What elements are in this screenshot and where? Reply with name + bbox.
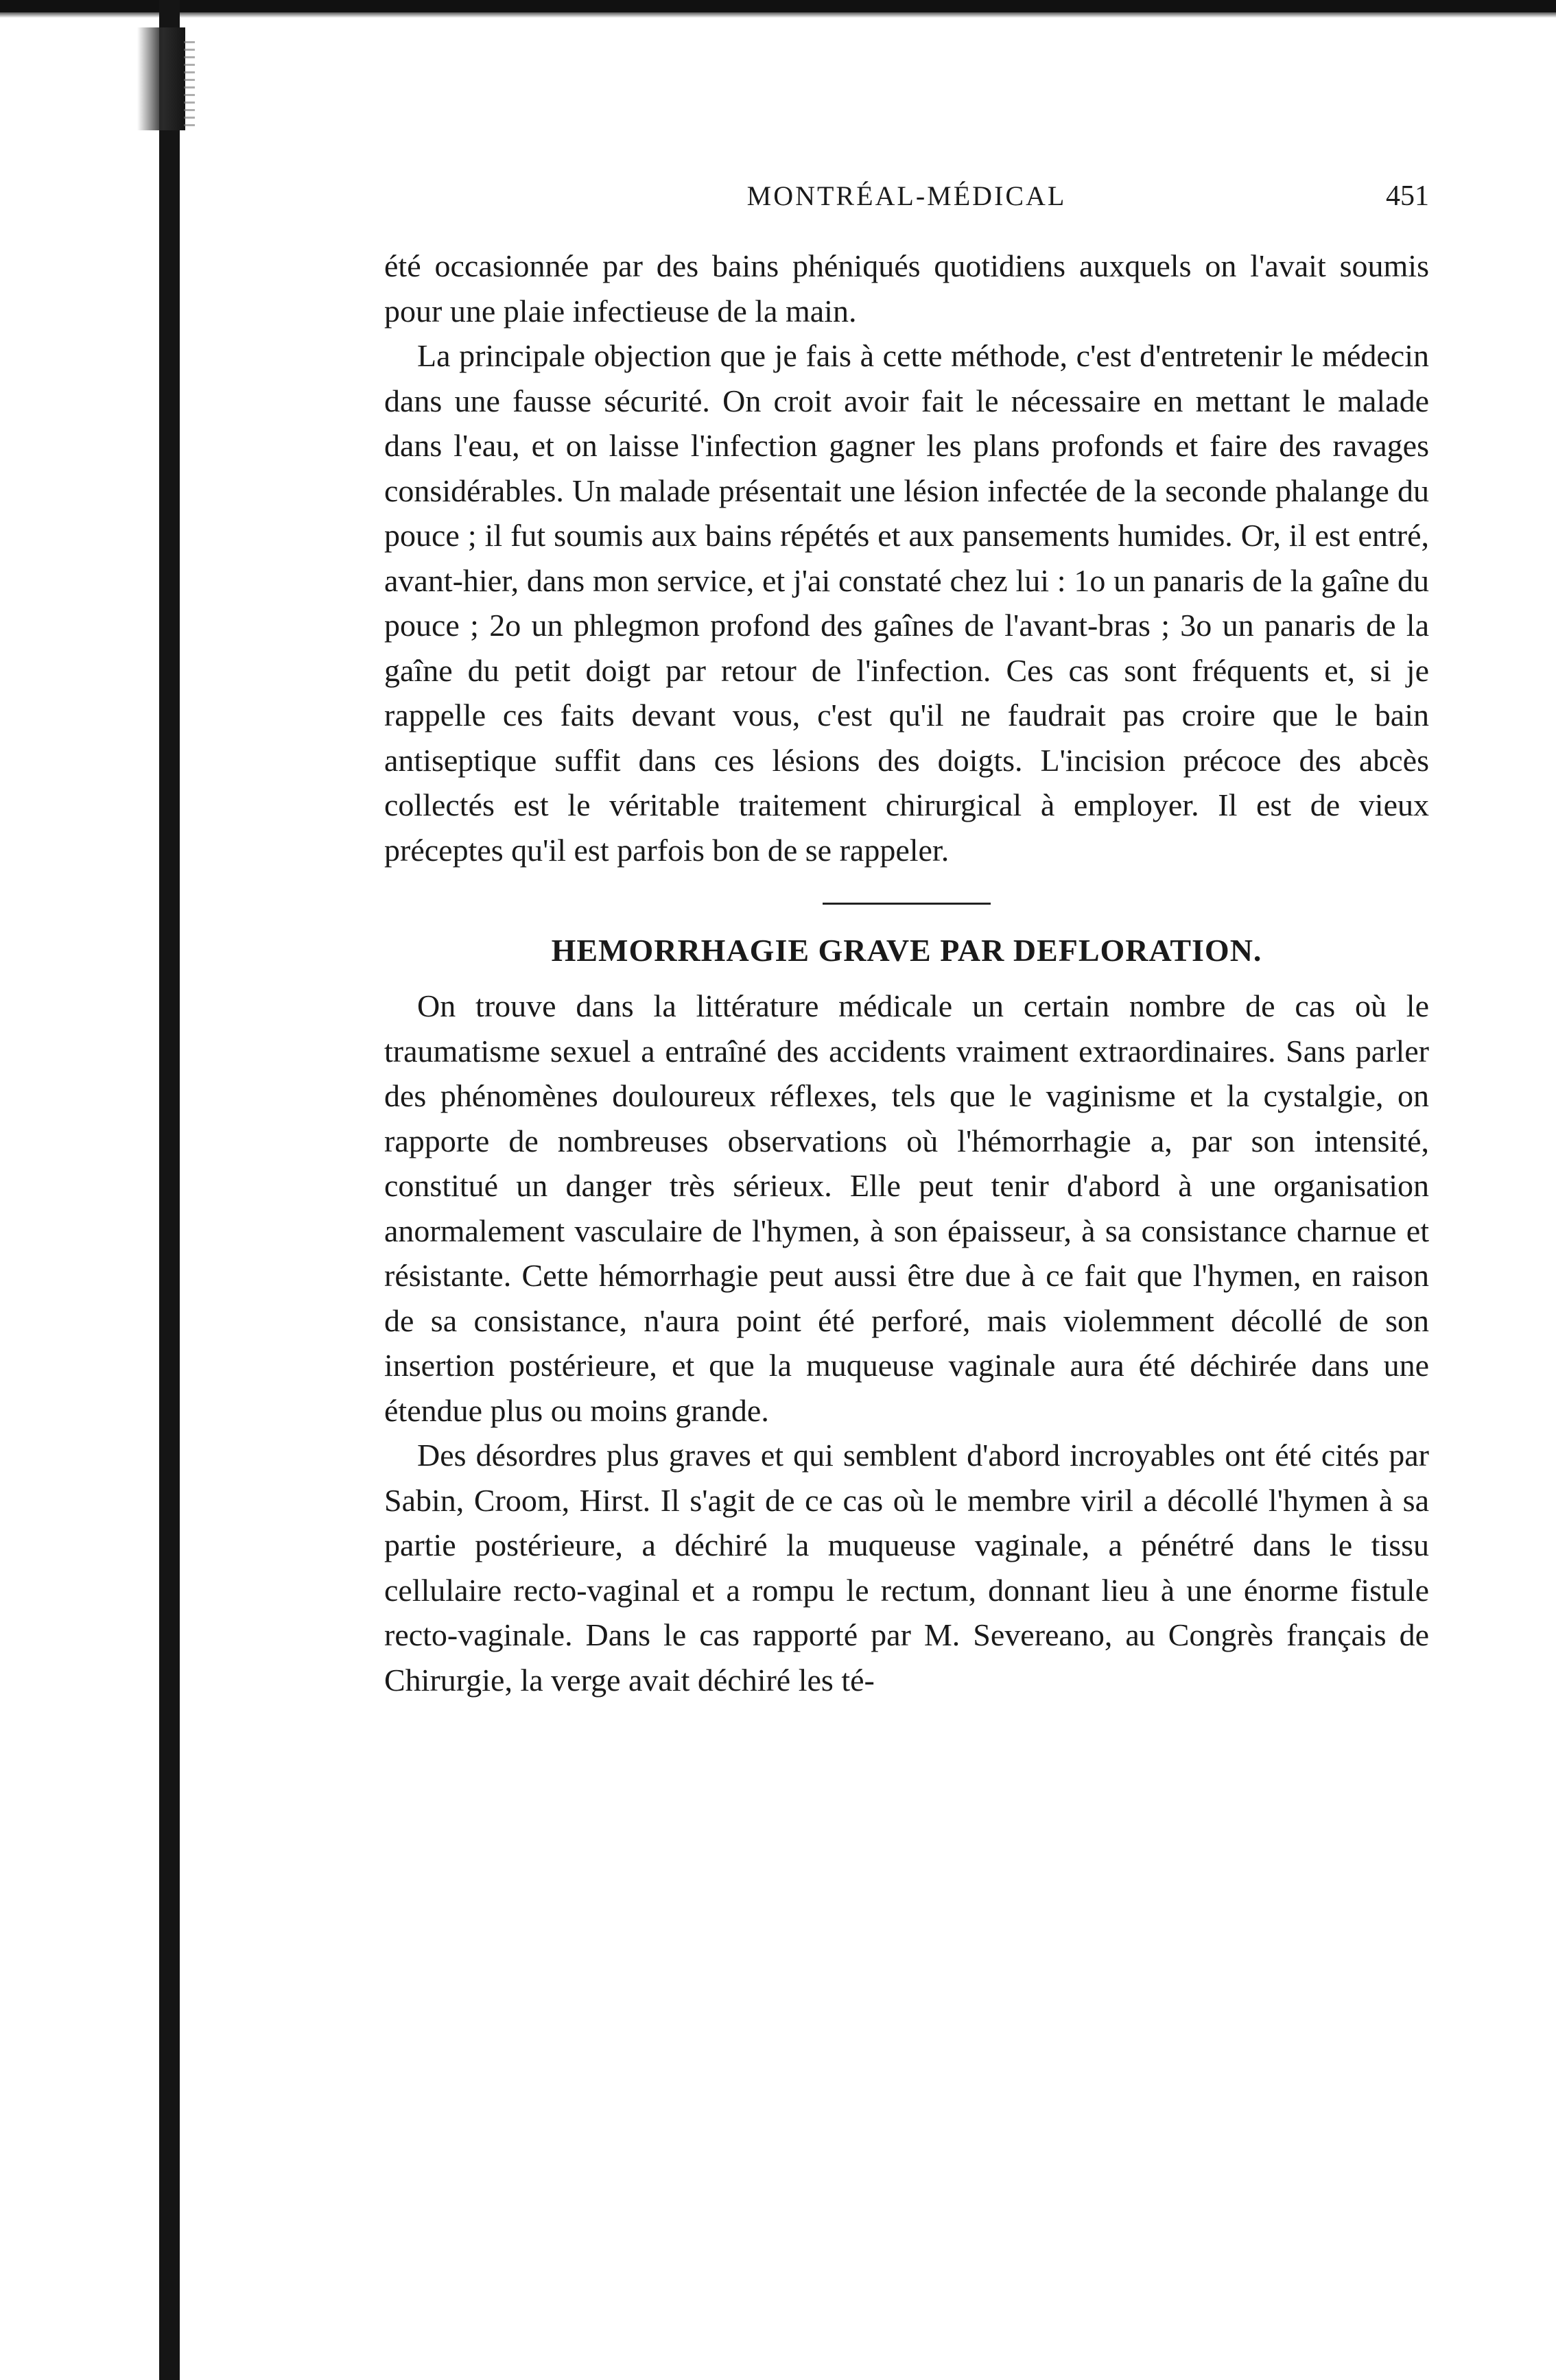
paragraph-disorders: Des désordres plus graves et qui semblent d'abord incroyables ont été cités par Sabin, Croom, Hirst. Il s'agit de ce cas où le membre viril a décollé l'hymen à sa partie postérieure, a déchiré la muqueuse vaginale, a pénétré dans le tissu cellulaire recto-vaginal et a rompu le rectum, donnant lieu à une énorme fistule recto-vaginale. Dans le cas rapporté par M. Severeano, au Congrès français de Chirurgie, la verge avait déchiré les té- <box>384 1438 1429 1698</box>
scan-border-shadow <box>0 12 1556 18</box>
book-binding-edge <box>159 0 180 2380</box>
paragraph-continued: été occasionnée par des bains phéniqués quotidiens auxquels on l'avait soumis pour une plaie infectieuse de la main. <box>384 248 1429 329</box>
paragraph-literature: On trouve dans la littérature médicale un certain nombre de cas où le traumatisme sexuel a entraîné des accidents vraiment extraordinaires. Sans parler des phénomènes douloureux réflexes, tels que le vaginisme et la cystalgie, on rapporte de nombreuses observations où l'hémorrhagie a, par son intensité, constitué un danger très sérieux. Elle peut tenir d'abord à une organisation anormalement vasculaire de l'hymen, à son épaisseur, à sa consistance charnue et résistante. Cette hémorrhagie peut aussi être due à ce fait que l'hymen, en raison de sa consistance, n'aura point été perforé, mais violemment décollé de son insertion postérieure, et que la muqueuse vaginale aura été déchirée dans une étendue plus ou moins grande. <box>384 988 1429 1428</box>
running-header <box>384 180 1429 221</box>
page-number: 451 <box>1386 180 1429 212</box>
paragraph-objection: La principale objection que je fais à cette méthode, c'est d'entretenir le médecin dans une fausse sécurité. On croit avoir fait le nécessaire en mettant le malade dans l'eau, et on laisse l'infection gagner les plans profonds et faire des ravages considérables. Un malade présentait une lésion infectée de la seconde phalange du pouce ; il fut soumis aux bains répétés et aux pansements humides. Or, il est entré, avant-hier, dans mon service, et j'ai constaté chez lui : 1o un panaris de la gaîne du pouce ; 2o un phlegmon profond des gaînes de l'avant-bras ; 3o un panaris de la gaîne du petit doigt par retour de l'infection. Ces cas sont fréquents et, si je rappelle ces faits devant vous, c'est qu'il ne faudrait pas croire que le bain antiseptique suffit dans ces lésions des doigts. L'incision précoce des abcès collectés est le véritable traitement chirurgical à employer. Il est de vieux préceptes qu'il est parfois bon de se rappeler. <box>384 338 1429 868</box>
page-body <box>384 243 1429 1702</box>
scan-border-top <box>0 0 1556 12</box>
scan-specks <box>184 41 195 130</box>
running-title: MONTRÉAL-MÉDICAL <box>746 180 1067 211</box>
section-divider <box>823 903 991 905</box>
section-title: HEMORRHAGIE GRAVE PAR DEFLORATION. <box>551 933 1262 968</box>
book-binding-corner <box>137 27 185 130</box>
